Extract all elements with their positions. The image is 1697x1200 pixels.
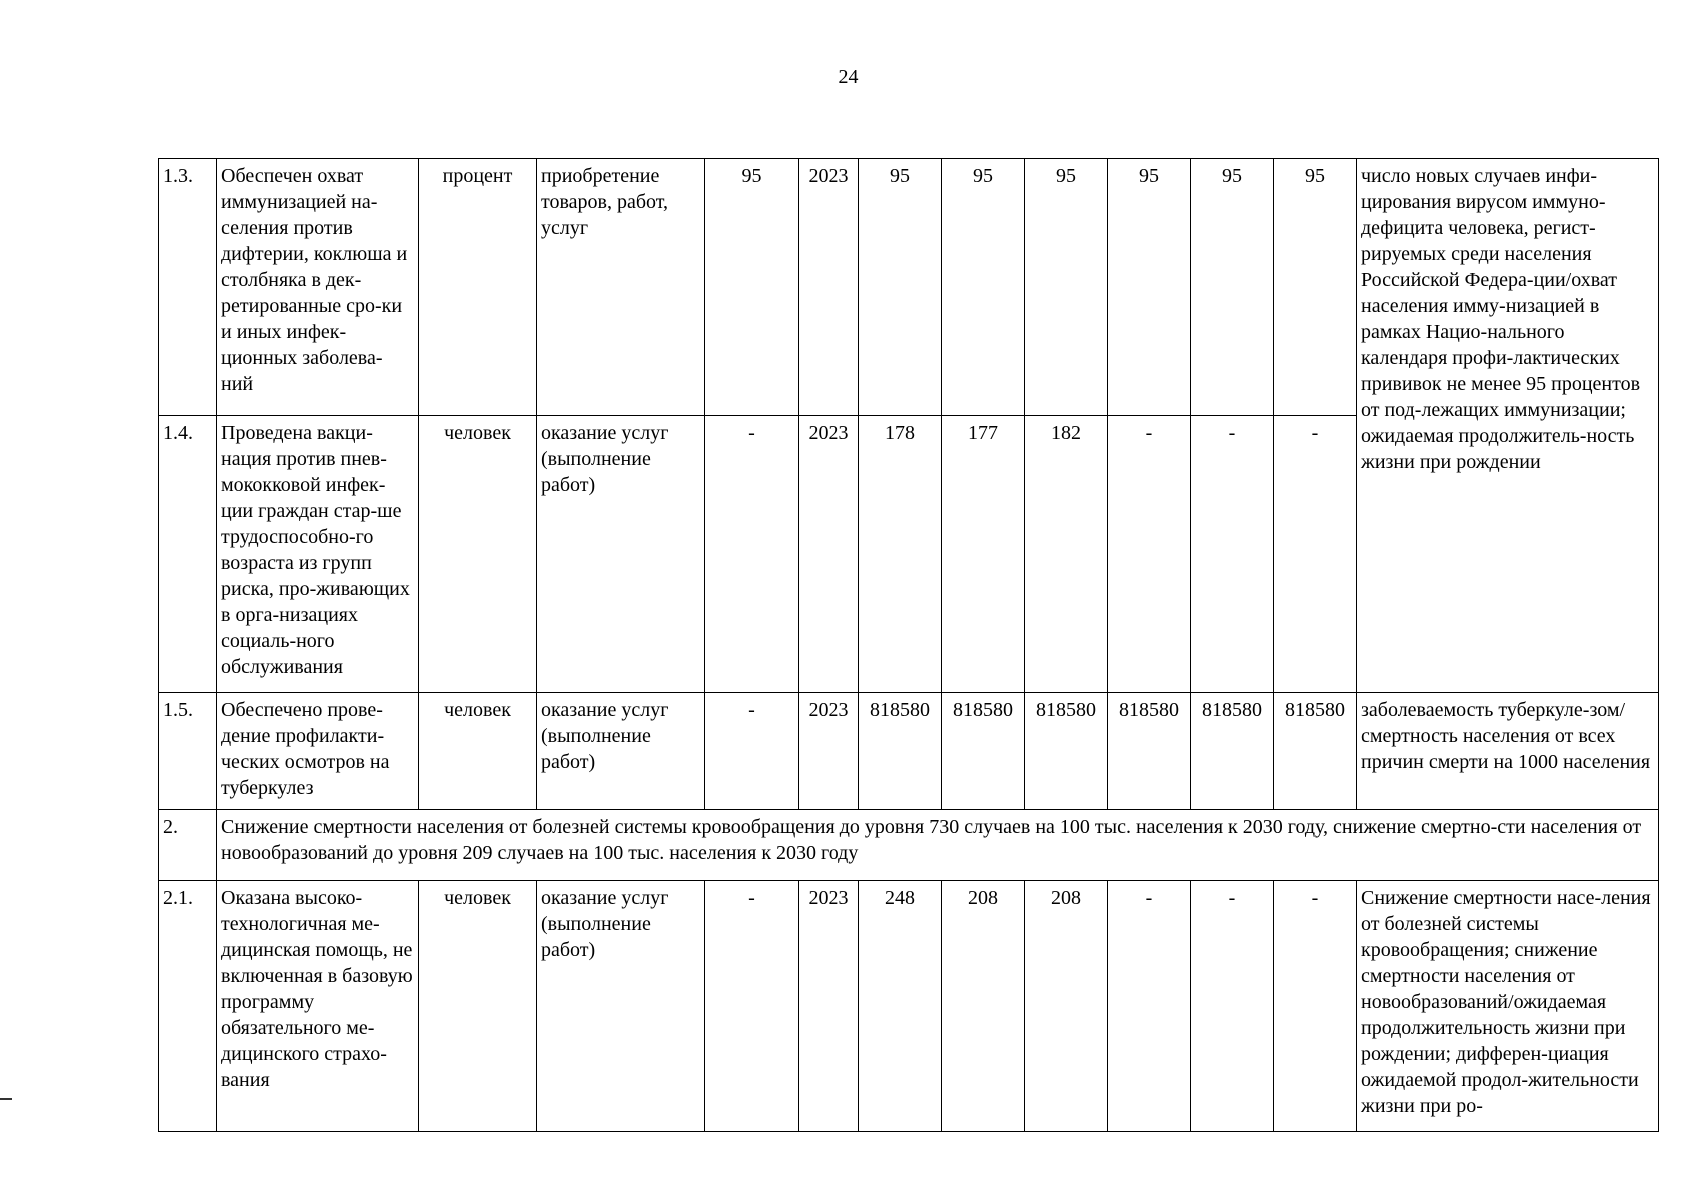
linked-indicator: Снижение смертности насе-ления от болезней системы кровообращения; снижение смертности населения от новообразований/ожидаемая продолжительность жизни при рождении; дифферен-циация ожидаемой продол-жительности жизни при ро- <box>1357 881 1659 1132</box>
unit: человек <box>419 881 537 1132</box>
base-year: 2023 <box>799 881 859 1132</box>
row-number: 1.3. <box>159 159 217 416</box>
result-type: оказание услуг (выполнение работ) <box>537 416 705 693</box>
value-year-6: 95 <box>1274 159 1357 416</box>
row-number: 1.4. <box>159 416 217 693</box>
value-year-1: 818580 <box>859 693 942 810</box>
scan-mark <box>0 1098 12 1100</box>
unit: процент <box>419 159 537 416</box>
linked-indicator: заболеваемость туберкуле-зом/смертность населения от всех причин смерти на 1000 населения <box>1357 693 1659 810</box>
table-row <box>159 159 1659 416</box>
value-year-2: 818580 <box>942 693 1025 810</box>
section-title: Снижение смертности населения от болезней системы кровообращения до уровня 730 случаев на 100 тыс. населения к 2030 году, снижение смертно-сти населения от новообразований до уровня 209 случаев на 100 тыс. населения к 2030 году <box>217 810 1659 881</box>
table-row <box>159 693 1659 810</box>
base-year: 2023 <box>799 693 859 810</box>
result-name: Оказана высоко-технологичная ме-дицинская помощь, не включенная в базовую программу обязательного ме-дицинского страхо-вания <box>217 881 419 1132</box>
row-number: 1.5. <box>159 693 217 810</box>
base-year: 2023 <box>799 159 859 416</box>
result-name: Обеспечен охват иммунизацией на-селения против дифтерии, коклюша и столбняка в дек-ретированные сро-ки и иных инфек-ционных заболева-ний <box>217 159 419 416</box>
base-value: - <box>705 693 799 810</box>
base-value: ‐ <box>705 881 799 1132</box>
value-year-2: 95 <box>942 159 1025 416</box>
section-row <box>159 810 1659 881</box>
base-year: 2023 <box>799 416 859 693</box>
value-year-4: 818580 <box>1108 693 1191 810</box>
value-year-1: 248 <box>859 881 942 1132</box>
result-type: оказание услуг (выполнение работ) <box>537 881 705 1132</box>
value-year-5: 95 <box>1191 159 1274 416</box>
value-year-6: 818580 <box>1274 693 1357 810</box>
value-year-5: - <box>1191 416 1274 693</box>
page-number: 24 <box>838 66 859 88</box>
value-year-4: - <box>1108 416 1191 693</box>
unit: человек <box>419 416 537 693</box>
linked-indicator: число новых случаев инфи-цирования вирусом иммуно-дефицита человека, регист-рируемых среди населения Российской Федера-ции/охват населения имму-низацией в рамках Нацио-нального календаря профи-лактических прививок не менее 95 процентов от под-лежащих иммунизации; ожидаемая продолжитель-ность жизни при рождении <box>1357 159 1659 693</box>
value-year-2: 208 <box>942 881 1025 1132</box>
value-year-6: - <box>1274 416 1357 693</box>
value-year-5: - <box>1191 881 1274 1132</box>
result-type: оказание услуг (выполнение работ) <box>537 693 705 810</box>
unit: человек <box>419 693 537 810</box>
base-value: - <box>705 416 799 693</box>
result-name: Обеспечено прове-дение профилакти-ческих осмотров на туберкулез <box>217 693 419 810</box>
value-year-3: 208 <box>1025 881 1108 1132</box>
base-value: 95 <box>705 159 799 416</box>
value-year-6: - <box>1274 881 1357 1132</box>
result-name: Проведена вакци-нация против пнев-мококковой инфек-ции граждан стар-ше трудоспособно-го возраста из групп риска, про-живающих в орга-низациях социаль-ного обслуживания <box>217 416 419 693</box>
value-year-1: 178 <box>859 416 942 693</box>
table-row <box>159 881 1659 1132</box>
value-year-1: 95 <box>859 159 942 416</box>
value-year-3: 182 <box>1025 416 1108 693</box>
value-year-2: 177 <box>942 416 1025 693</box>
value-year-3: 818580 <box>1025 693 1108 810</box>
results-table <box>158 158 1659 1132</box>
value-year-3: 95 <box>1025 159 1108 416</box>
value-year-4: 95 <box>1108 159 1191 416</box>
section-number: 2. <box>159 810 217 881</box>
value-year-5: 818580 <box>1191 693 1274 810</box>
result-type: приобретение товаров, работ, услуг <box>537 159 705 416</box>
value-year-4: - <box>1108 881 1191 1132</box>
row-number: 2.1. <box>159 881 217 1132</box>
